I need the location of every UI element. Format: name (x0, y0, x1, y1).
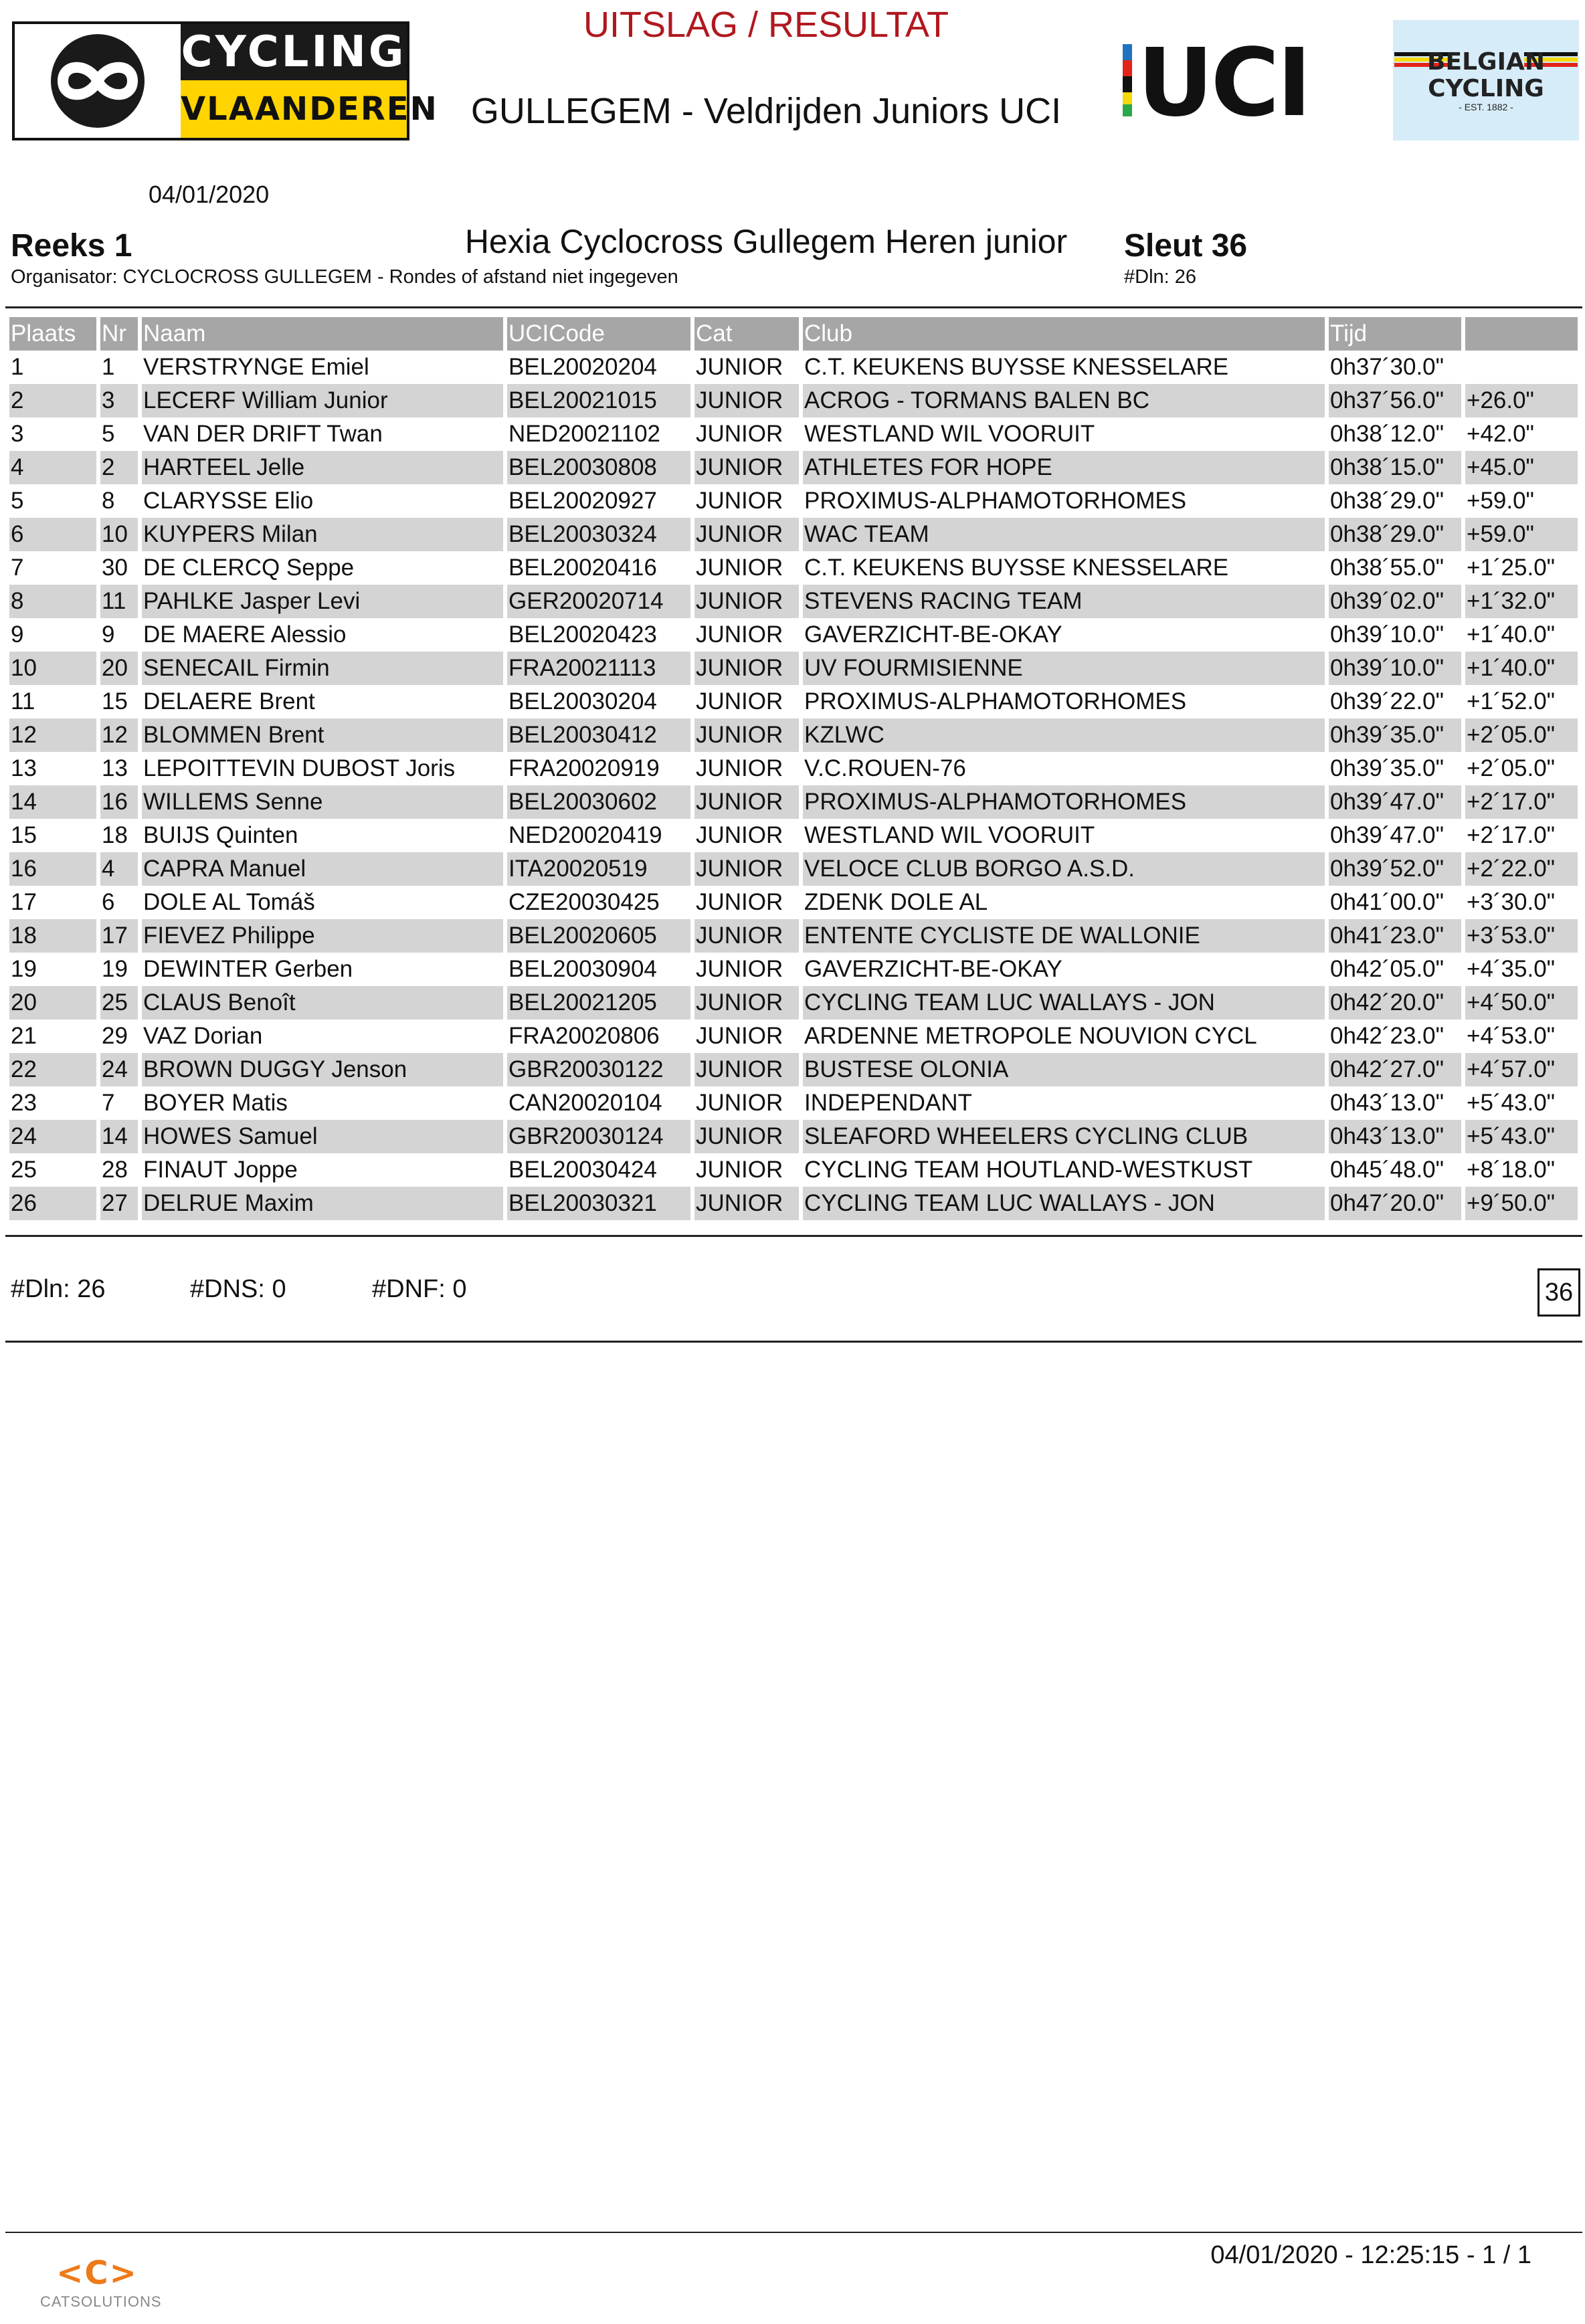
cell-ucicode: NED20020419 (507, 819, 694, 852)
cell-tijd: 0h39´10.0" (1329, 618, 1465, 652)
cell-ucicode: FRA20021113 (507, 652, 694, 685)
cell-cat: JUNIOR (694, 1120, 803, 1153)
cell-ucicode: CZE20030425 (507, 886, 694, 919)
cell-tijd: 0h41´00.0" (1329, 886, 1465, 919)
cell-tijd: 0h42´27.0" (1329, 1053, 1465, 1086)
table-row (9, 652, 1578, 685)
cell-ucicode: GBR20030124 (507, 1120, 694, 1153)
cell-plaats: 14 (9, 785, 100, 819)
cell-club: BUSTESE OLONIA (803, 1053, 1329, 1086)
cell-tijd: 0h39´47.0" (1329, 819, 1465, 852)
summary-dnf: #DNF: 0 (372, 1275, 467, 1303)
table-row (9, 585, 1578, 618)
header-ucicode: UCICode (507, 317, 694, 351)
cell-plaats: 2 (9, 384, 100, 417)
table-row (9, 819, 1578, 852)
cell-ucicode: FRA20020806 (507, 1020, 694, 1053)
belgian-cycling-logo (1393, 20, 1579, 140)
cell-nr: 12 (100, 718, 142, 752)
cell-club: ATHLETES FOR HOPE (803, 451, 1329, 484)
cell-ucicode: ITA20020519 (507, 852, 694, 886)
cell-cat: JUNIOR (694, 718, 803, 752)
cell-tijd: 0h42´20.0" (1329, 986, 1465, 1020)
cell-club: CYCLING TEAM LUC WALLAYS - JON (803, 1187, 1329, 1220)
est-text: - EST. 1882 - (1459, 102, 1513, 112)
cell-nr: 10 (100, 518, 142, 551)
cell-naam: VAN DER DRIFT Twan (142, 417, 507, 451)
cell-ucicode: BEL20030324 (507, 518, 694, 551)
cell-plaats: 6 (9, 518, 100, 551)
cell-ucicode: BEL20030808 (507, 451, 694, 484)
cell-naam: VAZ Dorian (142, 1020, 507, 1053)
organisator-text: Organisator: CYCLOCROSS GULLEGEM - Rondes of afstand niet ingegeven (11, 266, 678, 288)
cell-gap: +45.0" (1465, 451, 1578, 484)
cell-nr: 6 (100, 886, 142, 919)
table-row (9, 451, 1578, 484)
cell-nr: 9 (100, 618, 142, 652)
cell-tijd: 0h39´47.0" (1329, 785, 1465, 819)
print-timestamp: 04/01/2020 - 12:25:15 - 1 / 1 (1210, 2241, 1531, 2269)
cell-nr: 16 (100, 785, 142, 819)
table-row (9, 484, 1578, 518)
cell-club: GAVERZICHT-BE-OKAY (803, 953, 1329, 986)
table-row (9, 1153, 1578, 1187)
cell-club: CYCLING TEAM HOUTLAND-WESTKUST (803, 1153, 1329, 1187)
cell-club: KZLWC (803, 718, 1329, 752)
cell-nr: 11 (100, 585, 142, 618)
document-title: UITSLAG / RESULTAT (583, 5, 949, 45)
table-header-row (9, 317, 1578, 351)
cell-ucicode: CAN20020104 (507, 1086, 694, 1120)
cell-ucicode: BEL20020423 (507, 618, 694, 652)
cell-naam: DE CLERCQ Seppe (142, 551, 507, 585)
cell-plaats: 16 (9, 852, 100, 886)
cell-tijd: 0h43´13.0" (1329, 1120, 1465, 1153)
cell-naam: DELRUE Maxim (142, 1187, 507, 1220)
cell-naam: HOWES Samuel (142, 1120, 507, 1153)
header-plaats: Plaats (9, 317, 100, 351)
cell-gap: +42.0" (1467, 421, 1534, 447)
cell-ucicode: BEL20030602 (507, 785, 694, 819)
cell-plaats: 9 (9, 618, 100, 652)
cell-ucicode: BEL20030204 (507, 685, 694, 718)
table-row (9, 551, 1578, 585)
table-row (9, 752, 1578, 785)
cell-tijd: 0h39´10.0" (1329, 652, 1465, 685)
cell-tijd: 0h41´23.0" (1329, 919, 1465, 953)
cell-naam: CAPRA Manuel (142, 852, 507, 886)
cell-cat: JUNIOR (694, 785, 803, 819)
cell-club: ENTENTE CYCLISTE DE WALLONIE (803, 919, 1329, 953)
cell-gap: +4´35.0" (1467, 956, 1556, 982)
table-row (9, 1187, 1578, 1220)
cell-naam: FINAUT Joppe (142, 1153, 507, 1187)
cell-gap: +59.0" (1467, 488, 1534, 514)
cell-nr: 24 (100, 1053, 142, 1086)
divider (5, 1235, 1582, 1237)
cell-gap: +5´43.0" (1467, 1090, 1556, 1116)
cell-cat: JUNIOR (694, 618, 803, 652)
cell-plaats: 26 (9, 1187, 100, 1220)
cycling-text: CYCLING (1428, 75, 1544, 102)
cell-cat: JUNIOR (694, 886, 803, 919)
cell-gap: +1´52.0" (1467, 688, 1556, 714)
cell-nr: 7 (100, 1086, 142, 1120)
summary-dns: #DNS: 0 (190, 1275, 286, 1303)
cell-nr: 5 (100, 417, 142, 451)
cell-nr: 15 (100, 685, 142, 718)
cell-tijd: 0h37´30.0" (1329, 351, 1465, 384)
cell-nr: 8 (100, 484, 142, 518)
cell-club: V.C.ROUEN-76 (803, 752, 1329, 785)
cell-nr: 28 (100, 1153, 142, 1187)
cell-gap: +4´53.0" (1467, 1023, 1556, 1049)
cell-club: GAVERZICHT-BE-OKAY (803, 618, 1329, 652)
logo-cycling-text: CYCLING (181, 24, 407, 80)
cell-cat: JUNIOR (694, 819, 803, 852)
cell-gap: +4´50.0" (1465, 986, 1578, 1020)
summary-dln: #Dln: 26 (11, 1275, 106, 1303)
cell-cat: JUNIOR (694, 1187, 803, 1220)
cell-nr: 2 (100, 451, 142, 484)
cell-tijd: 0h42´23.0" (1329, 1020, 1465, 1053)
catsolutions-logo (40, 2254, 162, 2315)
cell-gap: +1´32.0" (1465, 585, 1578, 618)
header-cat: Cat (694, 317, 803, 351)
cell-cat: JUNIOR (694, 1153, 803, 1187)
cell-ucicode: GER20020714 (507, 585, 694, 618)
cell-cat: JUNIOR (694, 518, 803, 551)
cell-nr: 14 (100, 1120, 142, 1153)
logo-vlaanderen-text: VLAANDEREN (181, 80, 407, 138)
cell-club: C.T. KEUKENS BUYSSE KNESSELARE (803, 551, 1329, 585)
header-club: Club (803, 317, 1329, 351)
reeks-label: Reeks 1 (11, 228, 132, 264)
cell-club: PROXIMUS-ALPHAMOTORHOMES (803, 484, 1329, 518)
cell-cat: JUNIOR (694, 852, 803, 886)
results-table (9, 317, 1578, 1220)
cell-gap: +9´50.0" (1465, 1187, 1578, 1220)
cell-tijd: 0h42´05.0" (1329, 953, 1465, 986)
cell-nr: 27 (100, 1187, 142, 1220)
table-row (9, 1120, 1578, 1153)
cell-plaats: 19 (9, 953, 100, 986)
cell-gap: +26.0" (1465, 384, 1578, 417)
cell-gap: +3´30.0" (1467, 889, 1556, 915)
cell-gap (1465, 351, 1578, 384)
cell-naam: BLOMMEN Brent (142, 718, 507, 752)
cell-gap: +2´17.0" (1467, 822, 1556, 848)
cell-tijd: 0h47´20.0" (1329, 1187, 1465, 1220)
cell-nr: 13 (100, 752, 142, 785)
cell-plaats: 1 (9, 351, 100, 384)
cell-gap: +5´43.0" (1465, 1120, 1578, 1153)
cell-plaats: 23 (9, 1086, 100, 1120)
cell-ucicode: BEL20030424 (507, 1153, 694, 1187)
cell-club: STEVENS RACING TEAM (803, 585, 1329, 618)
cell-nr: 3 (100, 384, 142, 417)
cell-plaats: 21 (9, 1020, 100, 1053)
cell-ucicode: BEL20030904 (507, 953, 694, 986)
table-row (9, 1086, 1578, 1120)
cell-plaats: 4 (9, 451, 100, 484)
cell-ucicode: BEL20020927 (507, 484, 694, 518)
divider (5, 306, 1582, 308)
cell-plaats: 24 (9, 1120, 100, 1153)
cell-tijd: 0h39´52.0" (1329, 852, 1465, 886)
table-row (9, 618, 1578, 652)
cell-plaats: 11 (9, 685, 100, 718)
cell-naam: CLAUS Benoît (142, 986, 507, 1020)
divider (5, 1341, 1582, 1343)
cell-naam: PAHLKE Jasper Levi (142, 585, 507, 618)
cell-naam: DE MAERE Alessio (142, 618, 507, 652)
cell-tijd: 0h37´56.0" (1329, 384, 1465, 417)
cell-plaats: 10 (9, 652, 100, 685)
cell-gap: +1´25.0" (1467, 555, 1556, 581)
cell-naam: DELAERE Brent (142, 685, 507, 718)
header-tijd: Tijd (1329, 317, 1465, 351)
cell-plaats: 18 (9, 919, 100, 953)
table-row (9, 919, 1578, 953)
cell-ucicode: BEL20021015 (507, 384, 694, 417)
cell-naam: CLARYSSE Elio (142, 484, 507, 518)
cell-nr: 18 (100, 819, 142, 852)
cell-club: VELOCE CLUB BORGO A.S.D. (803, 852, 1329, 886)
cell-club: WESTLAND WIL VOORUIT (803, 819, 1329, 852)
cell-cat: JUNIOR (694, 953, 803, 986)
table-row (9, 518, 1578, 551)
sleut-label: Sleut 36 (1124, 228, 1248, 264)
cell-gap: +4´57.0" (1465, 1053, 1578, 1086)
cell-cat: JUNIOR (694, 585, 803, 618)
cell-cat: JUNIOR (694, 351, 803, 384)
cell-tijd: 0h38´15.0" (1329, 451, 1465, 484)
cell-naam: HARTEEL Jelle (142, 451, 507, 484)
cell-gap: +2´05.0" (1467, 755, 1556, 781)
cell-tijd: 0h43´13.0" (1329, 1086, 1465, 1120)
table-row (9, 718, 1578, 752)
cell-ucicode: GBR20030122 (507, 1053, 694, 1086)
cell-club: SLEAFORD WHEELERS CYCLING CLUB (803, 1120, 1329, 1153)
cell-nr: 17 (100, 919, 142, 953)
catsolutions-mark: <C> (56, 2254, 138, 2292)
cell-naam: LECERF William Junior (142, 384, 507, 417)
cell-naam: FIEVEZ Philippe (142, 919, 507, 953)
cell-ucicode: BEL20020605 (507, 919, 694, 953)
race-name: Hexia Cyclocross Gullegem Heren junior (464, 223, 1068, 260)
cell-tijd: 0h45´48.0" (1329, 1153, 1465, 1187)
cell-ucicode: BEL20030321 (507, 1187, 694, 1220)
cell-ucicode: BEL20020204 (507, 351, 694, 384)
cell-nr: 29 (100, 1020, 142, 1053)
cell-plaats: 13 (9, 752, 100, 785)
belgian-text: BELGIAN (1427, 48, 1545, 76)
cell-cat: JUNIOR (694, 451, 803, 484)
cell-naam: SENECAIL Firmin (142, 652, 507, 685)
cell-ucicode: BEL20030412 (507, 718, 694, 752)
cell-club: INDEPENDANT (803, 1086, 1329, 1120)
cell-plaats: 12 (9, 718, 100, 752)
cell-naam: DOLE AL Tomáš (142, 886, 507, 919)
cell-plaats: 20 (9, 986, 100, 1020)
cell-gap: +2´05.0" (1465, 718, 1578, 752)
cell-club: UV FOURMISIENNE (803, 652, 1329, 685)
cell-tijd: 0h39´35.0" (1329, 718, 1465, 752)
cell-cat: JUNIOR (694, 484, 803, 518)
cell-plaats: 7 (9, 551, 100, 585)
cell-tijd: 0h39´35.0" (1329, 752, 1465, 785)
cell-naam: BUIJS Quinten (142, 819, 507, 852)
cell-cat: JUNIOR (694, 752, 803, 785)
cell-tijd: 0h39´02.0" (1329, 585, 1465, 618)
cell-plaats: 25 (9, 1153, 100, 1187)
cell-tijd: 0h39´22.0" (1329, 685, 1465, 718)
table-row (9, 1020, 1578, 1053)
table-row (9, 785, 1578, 819)
cell-gap: +2´22.0" (1465, 852, 1578, 886)
cell-cat: JUNIOR (694, 1053, 803, 1086)
summary-box: 36 (1537, 1268, 1580, 1317)
cell-plaats: 8 (9, 585, 100, 618)
cell-ucicode: BEL20020416 (507, 551, 694, 585)
catsolutions-name: CATSOLUTIONS (40, 2293, 162, 2310)
table-row (9, 953, 1578, 986)
cell-gap: +2´17.0" (1465, 785, 1578, 819)
cell-gap: +8´18.0" (1467, 1157, 1556, 1183)
cell-cat: JUNIOR (694, 1086, 803, 1120)
cell-cat: JUNIOR (694, 652, 803, 685)
table-row (9, 886, 1578, 919)
cell-club: ACROG - TORMANS BALEN BC (803, 384, 1329, 417)
cell-plaats: 3 (9, 417, 100, 451)
cell-nr: 1 (100, 351, 142, 384)
cell-ucicode: FRA20020919 (507, 752, 694, 785)
participants-count: #Dln: 26 (1124, 266, 1197, 288)
cell-plaats: 17 (9, 886, 100, 919)
race-date: 04/01/2020 (149, 181, 270, 208)
cell-gap: +59.0" (1465, 518, 1578, 551)
table-row (9, 1053, 1578, 1086)
cell-cat: JUNIOR (694, 417, 803, 451)
table-row (9, 986, 1578, 1020)
uci-logo-text: UCI (1137, 40, 1309, 120)
cell-cat: JUNIOR (694, 919, 803, 953)
cell-naam: WILLEMS Senne (142, 785, 507, 819)
event-title: GULLEGEM - Veldrijden Juniors UCI (470, 91, 1062, 131)
cell-club: C.T. KEUKENS BUYSSE KNESSELARE (803, 351, 1329, 384)
cell-ucicode: NED20021102 (507, 417, 694, 451)
cell-club: WESTLAND WIL VOORUIT (803, 417, 1329, 451)
header-naam: Naam (142, 317, 507, 351)
cell-naam: KUYPERS Milan (142, 518, 507, 551)
table-row (9, 852, 1578, 886)
cell-cat: JUNIOR (694, 685, 803, 718)
cell-tijd: 0h38´55.0" (1329, 551, 1465, 585)
cell-tijd: 0h38´29.0" (1329, 518, 1465, 551)
cell-cat: JUNIOR (694, 384, 803, 417)
uci-logo (1123, 40, 1364, 120)
cell-club: ARDENNE METROPOLE NOUVION CYCL (803, 1020, 1329, 1053)
cell-naam: LEPOITTEVIN DUBOST Joris (142, 752, 507, 785)
cell-cat: JUNIOR (694, 986, 803, 1020)
cell-gap: +1´40.0" (1465, 652, 1578, 685)
cell-nr: 25 (100, 986, 142, 1020)
cell-naam: VERSTRYNGE Emiel (142, 351, 507, 384)
cell-club: PROXIMUS-ALPHAMOTORHOMES (803, 785, 1329, 819)
cell-naam: BROWN DUGGY Jenson (142, 1053, 507, 1086)
cell-ucicode: BEL20021205 (507, 986, 694, 1020)
cell-tijd: 0h38´12.0" (1329, 417, 1465, 451)
cell-cat: JUNIOR (694, 551, 803, 585)
cell-club: CYCLING TEAM LUC WALLAYS - JON (803, 986, 1329, 1020)
cell-nr: 20 (100, 652, 142, 685)
cell-nr: 4 (100, 852, 142, 886)
cell-plaats: 5 (9, 484, 100, 518)
cell-club: PROXIMUS-ALPHAMOTORHOMES (803, 685, 1329, 718)
table-row (9, 417, 1578, 451)
cell-nr: 19 (100, 953, 142, 986)
table-row (9, 685, 1578, 718)
cell-nr: 30 (100, 551, 142, 585)
table-row (9, 384, 1578, 417)
cell-naam: DEWINTER Gerben (142, 953, 507, 986)
cell-club: ZDENK DOLE AL (803, 886, 1329, 919)
cell-club: WAC TEAM (803, 518, 1329, 551)
cell-gap: +3´53.0" (1465, 919, 1578, 953)
cell-plaats: 22 (9, 1053, 100, 1086)
header-gap (1465, 317, 1578, 351)
cell-tijd: 0h38´29.0" (1329, 484, 1465, 518)
header-nr: Nr (100, 317, 142, 351)
cell-cat: JUNIOR (694, 1020, 803, 1053)
divider (5, 2232, 1582, 2233)
cell-plaats: 15 (9, 819, 100, 852)
cell-gap: +1´40.0" (1467, 621, 1556, 648)
cell-naam: BOYER Matis (142, 1086, 507, 1120)
table-row (9, 351, 1578, 384)
